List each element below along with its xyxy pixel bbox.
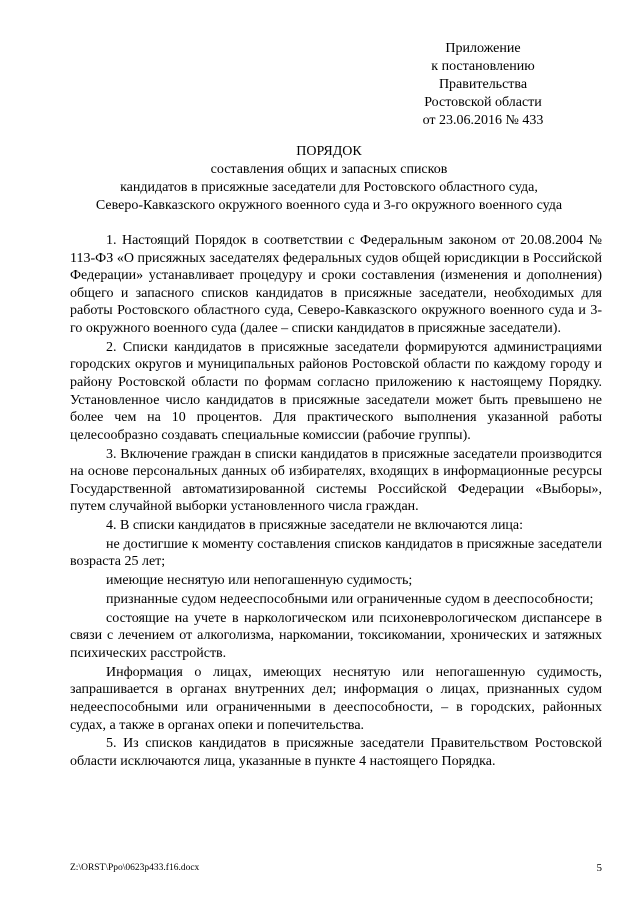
appendix-line: к постановлению (431, 59, 535, 74)
document-title (56, 143, 602, 215)
appendix-line: Ростовской области (424, 95, 542, 110)
paragraph-4-item: признанные судом недееспособными или ограниченные судом в дееспособности; (106, 592, 594, 607)
appendix-header (398, 40, 568, 130)
page-number: 5 (596, 862, 602, 874)
appendix-line: от 23.06.2016 № 433 (422, 113, 544, 128)
paragraph-4-info: Информация о лицах, имеющих неснятую или непогашенную судимость, запрашивается в органах внутренних дел; информация о лицах, признанных судом недееспособными или ограниченными в дееспособности, – в городских, районных судах, а также в органах опеки и попечительства. (70, 664, 602, 733)
paragraph-2: 2. Списки кандидатов в присяжные заседатели формируются администрациями городских округов и муниципальных районов Ростовской области по каждому городу и району Ростовской области по формам согласно приложению к настоящему Порядку. Установленное число кандидатов в присяжные заседатели может быть превышено не более чем на 10 процентов. Для практического выполнения указанной работы целесообразно создавать специальные комиссии (рабочие группы). (70, 339, 602, 443)
paragraph-4-item: не достигшие к моменту составления списков кандидатов в присяжные заседатели возраста 25 лет; (70, 536, 602, 570)
appendix-line: Приложение (445, 41, 521, 56)
paragraph-4: 4. В списки кандидатов в присяжные заседатели не включаются лица: (106, 518, 524, 534)
paragraph-5: 5. Из списков кандидатов в присяжные заседатели Правительством Ростовской области исключаются лица, указанные в пункте 4 настоящего Порядка. (70, 736, 602, 769)
footer-file-path: Z:\ORST\Ppo\0623p433.f16.docx (70, 863, 200, 873)
paragraph-1: 1. Настоящий Порядок в соответствии с Федеральным законом от 20.08.2004 № 113-ФЗ «О присяжных заседателях федеральных судов общей юрисдикции в Российской Федерации» устанавливает процедуру и сроки составления (изменения и дополнения) общего и запасного списков кандидатов в присяжные заседатели, необходимых для работы Ростовского областного суда, Северо-Кавказского окружного военного суда и 3-го окружного военного суда (далее – списки кандидатов в присяжные заседатели). (70, 233, 602, 336)
title-main: ПОРЯДОК (296, 144, 362, 159)
document-body (70, 232, 602, 772)
title-subline: Северо-Кавказского окружного военного суда и 3-го окружного военного суда (95, 198, 563, 213)
appendix-line: Правительства (438, 77, 528, 92)
paragraph-4-item: состоящие на учете в наркологическом или психоневрологическом диспансере в связи с лечением от алкоголизма, наркомании, токсикомании, хронических и затяжных психических расстройств. (70, 610, 602, 661)
title-subline: кандидатов в присяжные заседатели для Ростовского областного суда, (120, 180, 538, 195)
title-subline: составления общих и запасных списков (210, 162, 448, 177)
paragraph-3: 3. Включение граждан в списки кандидатов в присяжные заседатели производится на основе персональных данных об избирателях, входящих в информационные ресурсы Государственной автоматизированной системы Российской Федерации «Выборы», путем случайной выборки установленного числа граждан. (70, 446, 602, 515)
paragraph-4-item: имеющие неснятую или непогашенную судимость; (106, 573, 413, 589)
